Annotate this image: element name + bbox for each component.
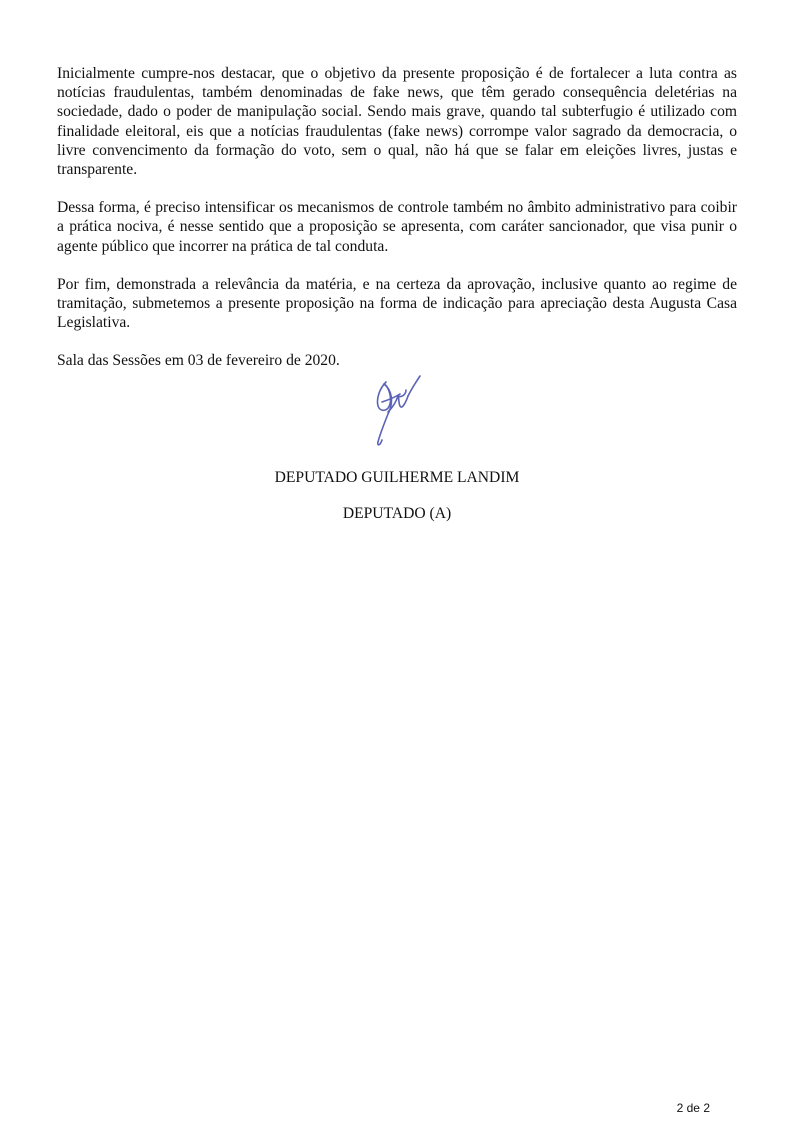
signer-name: DEPUTADO GUILHERME LANDIM — [274, 469, 520, 486]
document-body — [57, 64, 737, 390]
signer-role: DEPUTADO (A) — [342, 505, 452, 522]
handwritten-signature — [362, 372, 428, 450]
session-date: Sala das Sessões em 03 de fevereiro de 2020. — [57, 352, 340, 370]
paragraph-conclusion: Por fim, demonstrada a relevância da matéria, e na certeza da aprovação, inclusive quanto ao regime de tramitação, submetemos a presente proposição na forma de indicação para apreciação desta Augusta Casa Legislativa. — [57, 275, 737, 332]
paragraph-mechanisms: Dessa forma, é preciso intensificar os mecanismos de controle também no âmbito administrativo para coibir a prática nociva, é nesse sentido que a proposição se apresenta, com caráter sancionador, que visa punir o agente público que incorrer na prática de tal conduta. — [57, 199, 737, 255]
paragraph-objective: Inicialmente cumpre-nos destacar, que o objetivo da presente proposição é de fortalecer a luta contra as notícias fraudulentas, também denominadas de fake news, que têm gerado consequência deletérias na sociedade, dado o poder de manipulação social. Sendo mais grave, quando tal subterfugio é utilizado com finalidade eleitoral, eis que a notícias fraudulentas (fake news) corrompe valor sagrado da democracia, o livre convencimento da formação do voto, sem o qual, não há que se falar em eleições livres, justas e transparente. — [57, 65, 737, 179]
page-number: 2 de 2 — [676, 1101, 710, 1115]
